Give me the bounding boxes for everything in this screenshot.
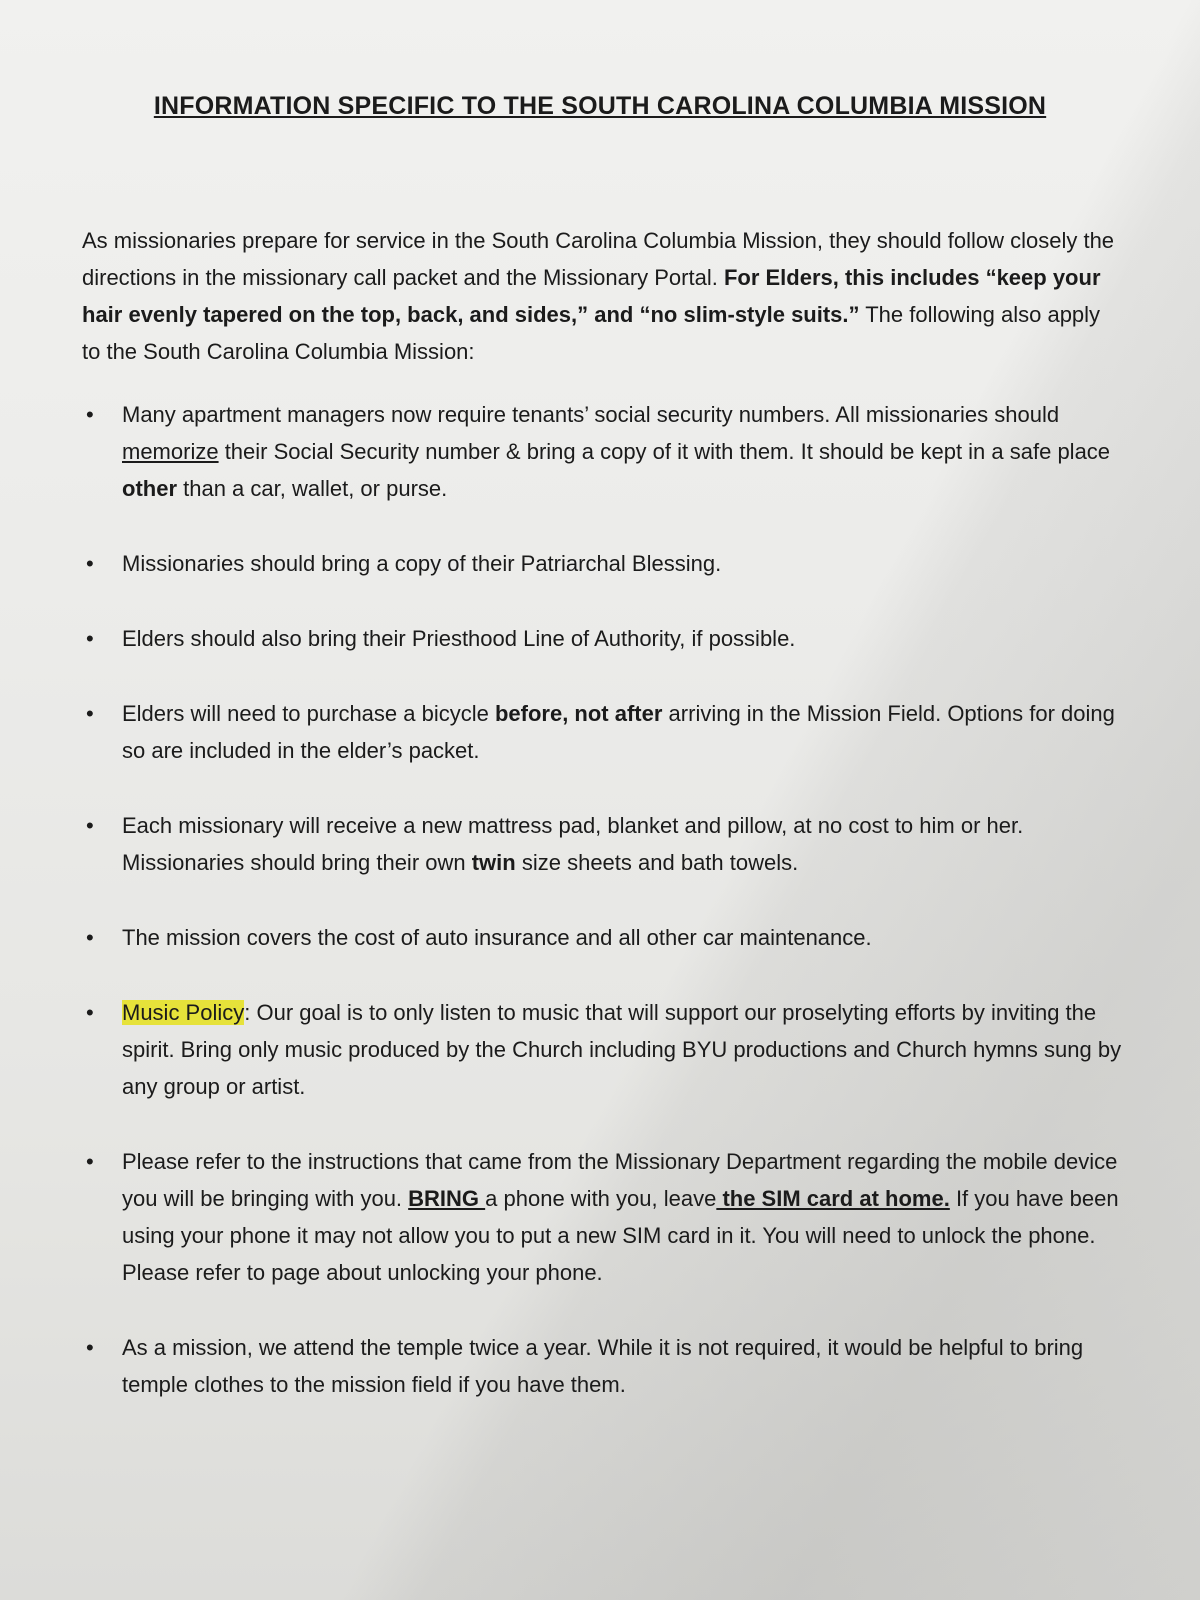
list-item-blessing xyxy=(82,545,1142,582)
list-item-text: Elders should also bring their Priesthood Line of Authority, if possible. xyxy=(122,626,796,651)
requirements-list xyxy=(82,396,1142,1441)
bullet-icon: • xyxy=(86,626,94,651)
list-item-insurance xyxy=(82,919,1142,956)
bullet-icon: • xyxy=(86,551,94,576)
bullet-icon: • xyxy=(86,1149,94,1174)
list-item-bedding xyxy=(82,807,1142,881)
list-item-text: than a car, wallet, or purse. xyxy=(177,476,448,501)
list-item-music xyxy=(82,994,1142,1105)
bold-underlined-text: BRING xyxy=(408,1186,486,1211)
list-item-bicycle xyxy=(82,695,1142,769)
list-item-text: their Social Security number & bring a copy of it with them. It should be kept in a safe place xyxy=(218,439,1111,464)
intro-text: As missionaries prepare for service in the South Carolina Columbia Mission, they should follow closely the directions in the missionary call packet and the Missionary Portal. xyxy=(82,228,1115,290)
list-item-text: Please refer to the instructions that came from the Missionary Department regarding the mobile device you will be bringing with you. xyxy=(122,1149,1118,1211)
bold-text: before, not after xyxy=(494,701,663,726)
list-item-text: The mission covers the cost of auto insurance and all other car maintenance. xyxy=(122,925,872,950)
list-item-authority xyxy=(82,620,1142,657)
bold-text: other xyxy=(122,476,177,501)
list-item-text: If you have been using your phone it may not allow you to put a new SIM card in it. You will need to unlock the phone. Please refer to page about unlocking your phone. xyxy=(122,1186,1119,1285)
list-item-text: Elders will need to purchase a bicycle xyxy=(122,701,495,726)
list-item-text: Many apartment managers now require tenants’ social security numbers. All missionaries should xyxy=(122,402,1060,427)
bullet-icon: • xyxy=(86,813,94,838)
list-item-text: Each missionary will receive a new mattress pad, blanket and pillow, at no cost to him or her. Missionaries should bring their own xyxy=(122,813,1024,875)
bold-underlined-text: the SIM card at home. xyxy=(716,1186,950,1211)
list-item-text: As a mission, we attend the temple twice a year. While it is not required, it would be helpful to bring temple clothes to the mission field if you have them. xyxy=(122,1335,1084,1397)
list-item-text: : Our goal is to only listen to music that will support our proselyting efforts by inviting the spirit. Bring only music produced by the Church including BYU productions and Church hymns sung by any group or artist. xyxy=(122,1000,1122,1099)
bullet-icon: • xyxy=(86,1335,94,1360)
list-item-text: a phone with you, leave xyxy=(485,1186,717,1211)
intro-text-end: The following also apply to the South Carolina Columbia Mission: xyxy=(82,302,1101,364)
list-item-text: size sheets and bath towels. xyxy=(515,850,799,875)
list-item-text: arriving in the Mission Field. Options for doing so are included in the elder’s packet. xyxy=(122,701,1115,763)
bullet-icon: • xyxy=(86,1000,94,1025)
list-item-text: Missionaries should bring a copy of their Patriarchal Blessing. xyxy=(122,551,722,576)
list-item-temple xyxy=(82,1329,1142,1403)
page-title: INFORMATION SPECIFIC TO THE SOUTH CAROLINA COLUMBIA MISSION xyxy=(153,92,1047,120)
bullet-icon: • xyxy=(86,701,94,726)
list-item-ssn xyxy=(82,396,1142,507)
highlighted-text: Music Policy xyxy=(122,1000,245,1025)
underlined-text: memorize xyxy=(122,439,219,464)
bullet-icon: • xyxy=(86,402,94,427)
intro-paragraph xyxy=(82,222,1122,370)
list-item-phone xyxy=(82,1143,1142,1291)
bold-text: twin xyxy=(471,850,516,875)
bullet-icon: • xyxy=(86,925,94,950)
intro-elders-requirements: For Elders, this includes “keep your hair evenly tapered on the top, back, and sides,” and “no slim-style suits.” xyxy=(82,265,1101,327)
